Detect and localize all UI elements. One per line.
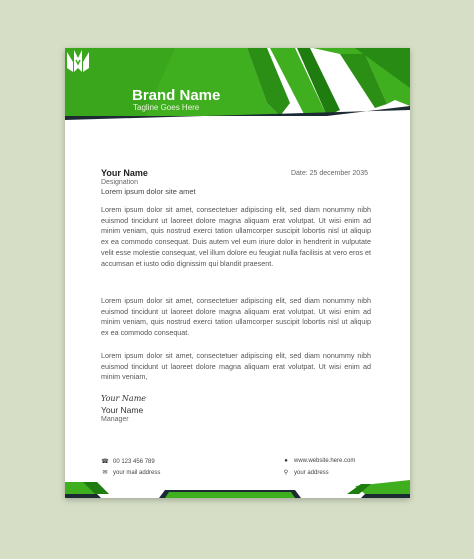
- body-paragraph-1: Lorem ipsum dolor sit amet, consectetuer adipiscing elit, sed diam nonummy nibh euismod tincidunt ut laoreet dolore magna aliquam erat volutpat. Ut wisi enim ad minim veniam, quis nostrud exerci tation ullamcorper suscipit lobortis nisl ut aliquip ex ea commodo consequat. Duis autem vel eum iriure dolor in hendrerit in vulputate velit esse molestie consequat, vel illum dolore eu feugiat nulla facilisis at vero eros et accumsan et iusto odio dignissim qui blandit praesent.: [101, 205, 371, 268]
- phone-icon: ☎: [101, 459, 109, 465]
- closing-name: Your Name: [101, 405, 144, 415]
- body-paragraph-3: Lorem ipsum dolor sit amet, consectetuer adipiscing elit, sed diam nonummy nibh euismod tincidunt ut laoreet dolore magna aliquam erat volutpat. Ut wisi enim ad minim veniam,: [101, 351, 371, 382]
- letter-date: Date: 25 december 2035: [290, 170, 368, 177]
- contact-address: [282, 469, 329, 476]
- sender-name: Your Name: [101, 168, 148, 178]
- website-text: www.website.here.com: [294, 458, 356, 464]
- letter-subject: Lorem ipsum dolor site amet: [101, 187, 196, 196]
- body-paragraph-2: Lorem ipsum dolor sit amet, consectetuer adipiscing elit, sed diam nonummy nibh euismod tincidunt ut laoreet dolore magna aliquam erat volutpat. Ut wisi enim ad minim veniam, quis nostrud exerci tation ullamcorper suscipit lobortis nisl ut aliquip ex ea commodo consequat.: [101, 296, 371, 338]
- footer-band: [65, 478, 410, 498]
- sender-designation: Designation: [101, 179, 138, 186]
- letterhead-sheet: [65, 48, 410, 498]
- contact-website: [282, 458, 355, 464]
- closing-role: Manager: [101, 416, 129, 423]
- signature: Your Name: [101, 394, 147, 403]
- location-pin-icon: ⚲: [283, 470, 289, 476]
- address-text: your address: [294, 469, 329, 476]
- email-text: your mail address: [113, 469, 161, 476]
- contact-email: [101, 469, 160, 476]
- contact-phone: [101, 458, 155, 465]
- globe-icon: ●: [284, 458, 288, 464]
- header-band: [65, 48, 410, 128]
- brand-tagline: Tagline Goes Here: [133, 103, 200, 112]
- mail-icon: ✉: [102, 470, 108, 476]
- phone-text: 00 123 456 789: [113, 458, 155, 465]
- brand-name: Brand Name: [132, 87, 221, 104]
- leaf-crown-logo-icon: [65, 48, 91, 74]
